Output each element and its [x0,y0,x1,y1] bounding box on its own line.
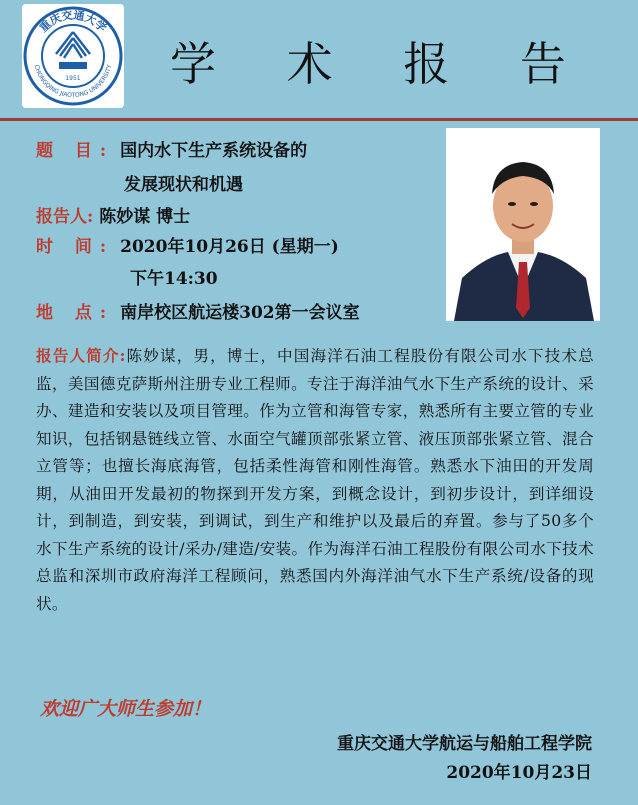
topic-line1: 国内水下生产系统设备的 [120,141,308,161]
header-divider [0,118,638,121]
logo-year: 1951 [65,75,81,82]
topic-row-2 [124,170,243,195]
bio-section [36,342,594,618]
speaker-label: 报告人: [36,207,94,227]
speaker-row [36,202,190,227]
svg-text:重庆交通大学 [36,8,109,35]
bio-text: 陈妙谋，男，博士，中国海洋石油工程股份有限公司水下技术总监，美国德克萨斯州注册专业工程师。专注于海洋油气水下生产系统的设计、采办、建造和安装以及项目管理。作为立管和海管专家，熟悉所有主要立管的专业知识，包括钢悬链线立管、水面空气罐顶部张紧立管、液压顶部张紧立管、混合立管等；也擅长海底海管，包括柔性海管和刚性海管。熟悉水下油田的开发周期，从油田开发最初的物探到开发方案，到概念设计，到初步设计，到详细设计，到制造，到安装，到调试，到生产和维护以及最后的弃置。参与了50多个水下生产系统的设计/采办/建造/安装。作为海洋石油工程股份有限公司水下技术总监和深圳市政府海洋工程顾问，熟悉国内外海洋油气水下生产系统/设备的现状。 [36,347,594,613]
time-label: 时 间: [36,237,115,257]
welcome-text: 欢迎广大师生参加！ [40,698,212,720]
speaker-photo [446,128,600,321]
bio-label: 报告人简介: [36,346,126,365]
logo-text-bottom: CHONGQING JIAOTONG UNIVERSITY [32,64,114,100]
place-text: 南岸校区航运楼302第一会议室 [120,303,360,323]
time-line1: 2020年10月26日 (星期一) [120,237,339,257]
logo-emblem-icon [22,4,124,108]
place-row [36,298,360,323]
notice-date: 2020年10月23日 [446,763,592,783]
topic-row [36,136,307,161]
time-row [36,232,339,257]
page-title: 学 术 报 告 [170,37,594,91]
speaker-portrait-icon [446,128,600,321]
topic-line2: 发展现状和机遇 [124,175,243,195]
university-logo [22,4,124,108]
logo-text-top: 重庆交通大学 [37,8,109,35]
topic-label: 题 目: [36,141,115,161]
time-row-2 [130,264,218,289]
organizer: 重庆交通大学航运与船舶工程学院 [337,734,592,754]
place-label: 地 点: [36,303,115,323]
time-line2: 下午14:30 [130,269,218,289]
speaker-name: 陈妙谋 博士 [99,207,191,227]
header [0,0,638,117]
